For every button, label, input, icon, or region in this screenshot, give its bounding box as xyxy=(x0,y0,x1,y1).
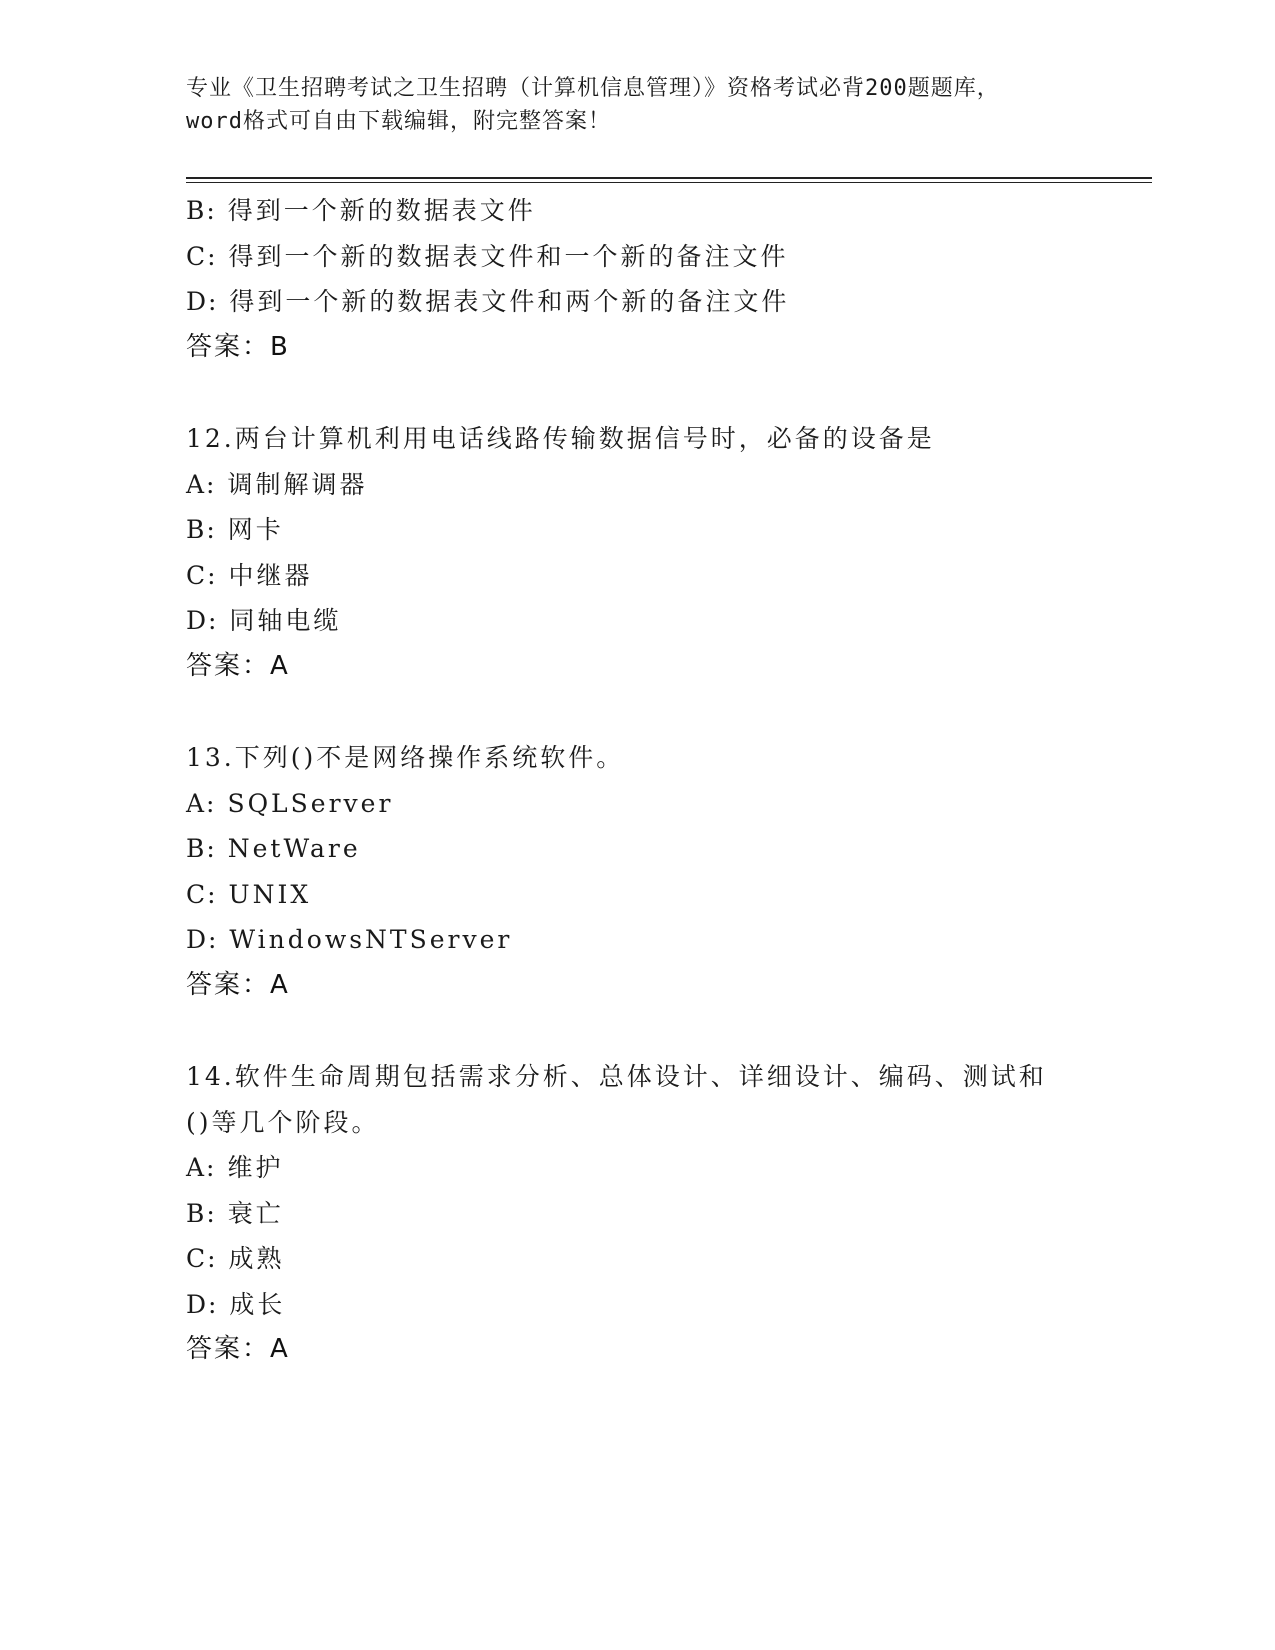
option-label: A: xyxy=(186,469,217,499)
option-label: A: xyxy=(186,1153,217,1182)
option-a xyxy=(186,781,1146,827)
option-c xyxy=(186,1236,1146,1282)
option-text: NetWare xyxy=(227,834,361,863)
question-stem-line-1: 14.软件生命周期包括需求分析、总体设计、详细设计、编码、测试和 xyxy=(186,1062,1047,1091)
header-line-1: 专业《卫生招聘考试之卫生招聘（计算机信息管理）》资格考试必背200题题库， xyxy=(186,76,1000,101)
option-label: B: xyxy=(186,834,217,863)
option-text: 调制解调器 xyxy=(227,469,368,499)
option-text: 维护 xyxy=(227,1153,284,1182)
spacer xyxy=(186,370,1146,416)
option-text: 得到一个新的数据表文件和两个新的备注文件 xyxy=(229,287,790,316)
option-label: B: xyxy=(186,1198,217,1228)
option-label: C: xyxy=(186,560,218,590)
option-label: C: xyxy=(186,241,218,271)
question-11-continued xyxy=(186,188,1146,370)
question-stem: 13.下列()不是网络操作系统软件。 xyxy=(186,743,625,772)
option-c xyxy=(186,553,1146,599)
option-text: 得到一个新的数据表文件和一个新的备注文件 xyxy=(228,241,789,271)
option-b xyxy=(186,507,1146,553)
question-12 xyxy=(186,416,1146,689)
option-text: 衰亡 xyxy=(227,1198,284,1228)
option-label: C: xyxy=(186,879,218,909)
option-b xyxy=(186,826,1146,872)
option-d xyxy=(186,1282,1146,1328)
option-label: D: xyxy=(186,287,219,316)
option-text: SQLServer xyxy=(227,788,394,818)
option-b xyxy=(186,188,1146,234)
answer-line: 答案：A xyxy=(186,969,290,1000)
option-text: UNIX xyxy=(228,879,312,909)
option-a xyxy=(186,462,1146,508)
question-stem-line-2: ()等几个阶段。 xyxy=(186,1107,380,1137)
answer-line: 答案：B xyxy=(186,331,290,362)
question-13 xyxy=(186,735,1146,1008)
option-b xyxy=(186,1191,1146,1237)
option-text: 成熟 xyxy=(228,1244,285,1273)
option-label: B: xyxy=(186,515,217,544)
question-stem: 12.两台计算机利用电话线路传输数据信号时，必备的设备是 xyxy=(186,424,935,453)
spacer xyxy=(186,1008,1146,1054)
option-text: 中继器 xyxy=(228,560,313,590)
option-d xyxy=(186,598,1146,644)
answer-line: 答案：A xyxy=(186,1334,290,1364)
option-text: WindowsNTServer xyxy=(229,925,513,954)
option-d xyxy=(186,917,1146,963)
answer-line: 答案：A xyxy=(186,650,290,681)
header-divider-thin xyxy=(186,182,1152,183)
option-label: D: xyxy=(186,925,219,954)
option-text: 同轴电缆 xyxy=(229,606,342,635)
option-d xyxy=(186,279,1146,325)
option-c xyxy=(186,872,1146,918)
question-14 xyxy=(186,1054,1146,1373)
question-list xyxy=(186,188,1146,1373)
option-label: B: xyxy=(186,196,217,225)
header-line-2: word格式可自由下载编辑，附完整答案！ xyxy=(186,109,611,134)
option-text: 成长 xyxy=(229,1289,286,1319)
option-label: D: xyxy=(186,1289,219,1319)
option-text: 网卡 xyxy=(227,515,284,544)
option-label: D: xyxy=(186,606,219,635)
option-label: A: xyxy=(186,788,217,818)
option-label: C: xyxy=(186,1244,218,1273)
option-c xyxy=(186,234,1146,280)
option-text: 得到一个新的数据表文件 xyxy=(227,196,536,225)
header-divider-thick xyxy=(186,177,1152,179)
document-header xyxy=(186,72,1086,138)
option-a xyxy=(186,1145,1146,1191)
spacer xyxy=(186,689,1146,735)
